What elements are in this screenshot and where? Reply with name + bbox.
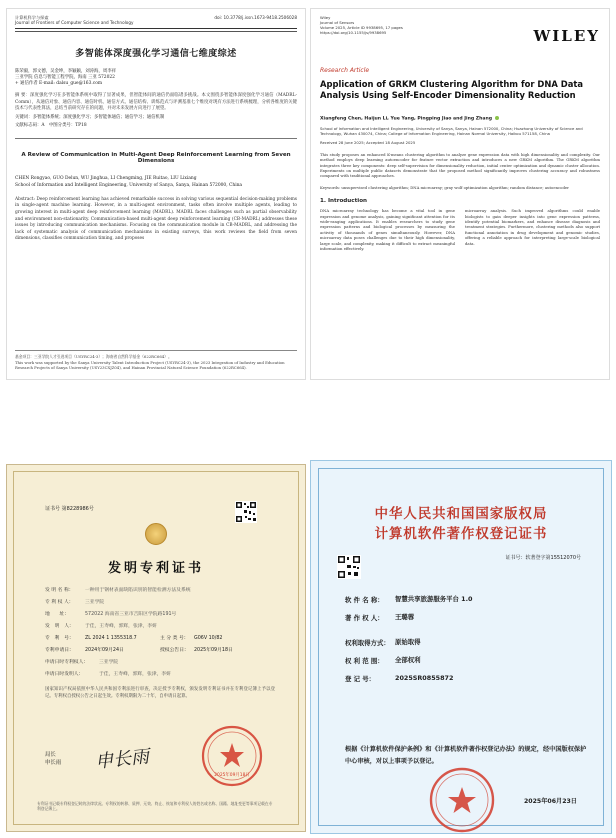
meta-doi: https://doi.org/10.1155/js/9938695 xyxy=(320,30,387,35)
abstract-en: Abstract: Deep reinforcement learning has achieved remarkable success in solving various sequential decision-making problems in single-agent machine learning. However, in a multi-agent environment, tasks often involve multiple agents, leading to growing interest in multi-agent deep reinforcement learning (MADRL). MADRL faces challenges such as partial observability and environment non-stationarity. Communication-based multi-agent deep reinforcement learning (CB-MADRL) addresses these issues by introducing communication mechanisms. Focusing on the communication module in CB-MADRL, and addressing the lack of systematic analysis of communication mechanisms in existing surveys, this work reviews the field from seven dimensions, classifies communication timing, and proposes xyxy=(15,196,297,242)
journal-doi: doi: 10.3778/j.issn.1673-9418.2506028 xyxy=(214,15,297,20)
patent-row-inventor xyxy=(45,623,275,630)
label-copyright-owner: 著 作 权 人： xyxy=(345,614,384,622)
label-inventor: 发 明 人： xyxy=(45,624,74,629)
qr-code-icon xyxy=(337,555,361,579)
affiliation-en: School of Information and Intelligent Engineering, University of Sanya, Sanya, Hainan 572000, China xyxy=(15,182,243,188)
patent-row-name xyxy=(45,587,275,594)
header-rule xyxy=(15,28,297,29)
patent-emblem-icon xyxy=(145,523,167,545)
wiley-paper-page xyxy=(310,8,610,380)
meta-volume: Volume 2025, Article ID 9938695, 17 pages xyxy=(320,25,403,30)
section-divider xyxy=(15,138,297,139)
patent-cert-number: 证书号 第8228986号 xyxy=(45,506,94,512)
label-address: 地 址： xyxy=(45,612,69,617)
field-scope xyxy=(345,656,585,665)
label-filing-date: 专利申请日： xyxy=(45,648,74,653)
article-affiliations: School of Information and Intelligent Engineering, University of Sanya, Sanya, Hainan 572000, China; Huazhong University of Science and Technology, Wuhan 430074, China; College of Information Engineering, Hainan Normal University, Haikou 571158, China xyxy=(320,125,583,136)
paper-footnote xyxy=(15,350,297,371)
journal-name-zh: 计算机科学与探索 xyxy=(15,15,49,20)
field-software-name xyxy=(345,595,585,604)
patentee: 三亚学院 xyxy=(85,600,105,605)
footnote-zh: 基金项目：三亚学院人才引进项目（USYRC24-3）；海南省自然科学基金（622RC664）。 xyxy=(15,354,172,360)
copyright-fields xyxy=(345,595,585,692)
meta-publisher: Wiley xyxy=(320,15,331,20)
label-acquisition: 权利取得方式： xyxy=(345,639,390,647)
article-title: Application of GRKM Clustering Algorithm for DNA Data Analysis Using Self-Encoder Dimensionality Reduction xyxy=(320,79,584,100)
inventor-now: 于佳，王寿峰，郭辉，张津，李妍 xyxy=(99,672,171,677)
copyright-cert-number: 证书号：软著登字第15512070号 xyxy=(505,555,581,561)
label-patent-no: 专 利 号： xyxy=(45,636,74,641)
inventor: 于佳，王寿峰，郭辉，张津，李妍 xyxy=(85,624,157,629)
footnote-en: This work was supported by the Sanya University Talent Introduction Project (USYRC24-3), the 2023 Integration of Industry and Education Research Projects of Sanya University (USY23CXJZ04), and Hainan Provincial Natural Science Foundation (622RC664). xyxy=(15,359,285,371)
article-abstract: This study proposes an enhanced K-means clustering algorithm to analyze gene expression data with high dimensionality and complexity. Our method employs deep learning autoencoder for feature vector extraction and introduces a new GRKM algorithm. The GRKM algorithm integrates three key components: deep self-supervision for dimensionality reduction, initial center optimization and dynamic cluster allocation. Experiments on multiple public datasets demonstrate that the proposed method significantly improves clustering accuracy and robustness compared with traditional approaches. xyxy=(320,151,600,179)
abstract-zh: 摘 要：深度强化学习在多智能体系统中取得了显著成果，但智能体间的通信仍面临诸多挑战。本文围绕多智能体深度强化学习通信（MADRL-Comm），从通信对象、通信内容、通信时机、通信方式、通信结构、训练范式与评测基准七个维度对现有方法进行系统梳理，分析各维度的关键技术与代表性算法，总结当前研究存在的问题，并对未来发展方向进行了展望。 xyxy=(15,93,297,112)
article-keywords: Keywords: unsupervised clustering algorithm; DNA microarray; gray wolf optimization algorithm; random distance; autoencoder xyxy=(320,184,569,190)
acquisition-method: 原始取得 xyxy=(395,638,421,646)
label-grant-date: 授权公告日： xyxy=(160,648,189,653)
label-owner-now: 申请日时专利权人： xyxy=(45,660,89,665)
label-inventor-now: 申请日时发明人： xyxy=(45,672,84,677)
orcid-icon[interactable] xyxy=(495,116,499,120)
classification-zh: 文献标志码：A 中图分类号：TP18 xyxy=(15,123,87,129)
authors-text: Xiangfeng Chen, Haijun Li, Yue Yang, Pingping Jiao and Jing Zhang xyxy=(320,116,493,122)
patent-row-address xyxy=(45,611,275,618)
label-software-name: 软 件 名 称： xyxy=(345,596,384,604)
label-patentee: 专 利 权 人： xyxy=(45,600,74,605)
field-acquisition xyxy=(345,638,585,647)
copyright-basis: 根据《计算机软件保护条例》和《计算机软件著作权登记办法》的规定，经中国版权保护中心审核，对以上事项予以登记。 xyxy=(345,746,587,765)
issue-date: 2025年06月23日 xyxy=(523,798,577,805)
patent-footer: 专利证书记载专利权登记时的法律状况。专利权的转移、质押、无效、终止、恢复和专利权人的姓名或名称、国籍、地址变更等事项记载在专利登记簿上。 xyxy=(37,801,273,811)
wiley-meta xyxy=(320,15,403,35)
paper-title-zh: 多智能体深度强化学习通信七维度综述 xyxy=(75,48,237,59)
meta-journal: Journal of Sensors xyxy=(320,20,355,25)
invention-name: 一种用于钢材表面缺陷识别的智能检测方法及系统 xyxy=(85,588,191,593)
patent-statement: 国家知识产权局依照中华人民共和国专利法进行审查，决定授予专利权，颁发发明专利证书并在专利登记簿上予以登记。专利权自授权公告之日起生效。专利权期限为二十年，自申请日起算。 xyxy=(45,687,275,699)
article-type: Research Article xyxy=(320,67,370,74)
filing-date: 2024年09月24日 xyxy=(85,648,124,653)
keywords-zh: 关键词：多智能体系统；深度强化学习；多智能体通信；通信学习；通信机制 xyxy=(15,114,165,120)
authors-en: CHEN Rongyao, GUO Delun, WU Jinghua, LI Chengming, JIE Ruitao, LIU Lixiang xyxy=(15,176,197,182)
intro-right-column: microarray analysis. Such improved algorithms could enable biologists to gain deeper insights into gene expression patterns, identify potential biomarkers, and enhance disease diagnosis and treatment strategies. Furthermore, clustering methods also support functional annotation in drug development and genomic studies, offering a reliable approach for interpreting large-scale biological data. xyxy=(465,208,600,246)
article-authors xyxy=(320,116,600,122)
contact-zh: + 通信作者 E-mail: dalsu_gue@163.com xyxy=(15,81,103,86)
official-seal-icon xyxy=(201,725,263,787)
patent-row-dates xyxy=(45,647,275,654)
seal-date: 2025年09月18日 xyxy=(214,773,250,778)
authors-zh: 陈荣毅，郭文德，吴金坤，李颖颖，刘涛海，周李祥 xyxy=(15,68,116,74)
address: 572022 海南省三亚市吉阳区学院路191号 xyxy=(85,612,177,617)
header-rule-thin xyxy=(15,31,297,32)
signatory-role: 局长 xyxy=(45,752,56,758)
ipc-class: G06V 10/82 xyxy=(194,636,223,641)
affiliation-zh: 三亚学院 信息与智能工程学院，海南 三亚 572022 xyxy=(15,74,115,80)
handwritten-signature: 申长雨 xyxy=(94,746,151,773)
intro-left-column: DNA microarray technology has become a vital tool in gene expression and genome analysis, gaining significant attention for its wide-ranging applications. It enables researchers to study gene expression patterns and biological processes by measuring the activity of thousands of genes simultaneously. However, DNA microarray data poses challenges due to their high dimensionality, large scale, and complexity, making it difficult to extract meaningful information effectively. xyxy=(320,208,455,251)
patent-row-owner-now xyxy=(45,659,275,666)
article-received: Received 28 June 2025; Accepted 18 August 2025 xyxy=(320,140,416,146)
label-registration: 登 记 号： xyxy=(345,675,376,683)
label-scope: 权 利 范 围： xyxy=(345,657,384,665)
copyright-certificate xyxy=(310,460,612,834)
patent-details xyxy=(45,587,275,700)
patent-certificate xyxy=(6,464,306,832)
owner-now: 三亚学院 xyxy=(99,660,119,665)
label-invention-name: 发 明 名 称： xyxy=(45,588,74,593)
field-registration xyxy=(345,674,585,683)
patent-signatory xyxy=(45,751,61,767)
copyright-owner: 王璐蓉 xyxy=(395,613,415,621)
section-heading: 1. Introduction xyxy=(320,198,368,205)
paper-title-en: A Review of Communication in Multi-Agent Deep Reinforcement Learning from Seven Dimensions xyxy=(21,152,291,165)
rights-scope: 全部权利 xyxy=(395,656,421,664)
intro-columns xyxy=(320,208,600,251)
copyright-title-line1: 中华人民共和国国家版权局 xyxy=(374,506,548,522)
patent-row-inventor-now xyxy=(45,671,275,678)
chinese-paper-page xyxy=(6,8,306,380)
field-copyright-owner xyxy=(345,613,585,622)
journal-header xyxy=(15,15,297,25)
patent-title: 发明专利证书 xyxy=(107,561,204,576)
wiley-logo: WILEY xyxy=(533,27,600,45)
patent-number: ZL 2024 1 1355318.7 xyxy=(85,636,137,641)
patent-row-numbers xyxy=(45,635,275,642)
wiley-header xyxy=(320,15,600,45)
copyright-title-line2: 计算机软件著作权登记证书 xyxy=(374,526,548,542)
registration-number: 2025SR0855872 xyxy=(395,674,454,682)
journal-name-en: Journal of Frontiers of Computer Science and Technology xyxy=(15,20,134,25)
qr-code-icon xyxy=(235,501,257,523)
software-name: 智慧共享旅游服务平台 1.0 xyxy=(395,595,473,603)
signatory-name: 申长雨 xyxy=(45,760,62,766)
official-seal-icon xyxy=(429,767,495,833)
grant-date: 2025年09月18日 xyxy=(194,648,233,653)
patent-row-holder xyxy=(45,599,275,606)
label-ipc: 主 分 类 号： xyxy=(160,636,189,641)
